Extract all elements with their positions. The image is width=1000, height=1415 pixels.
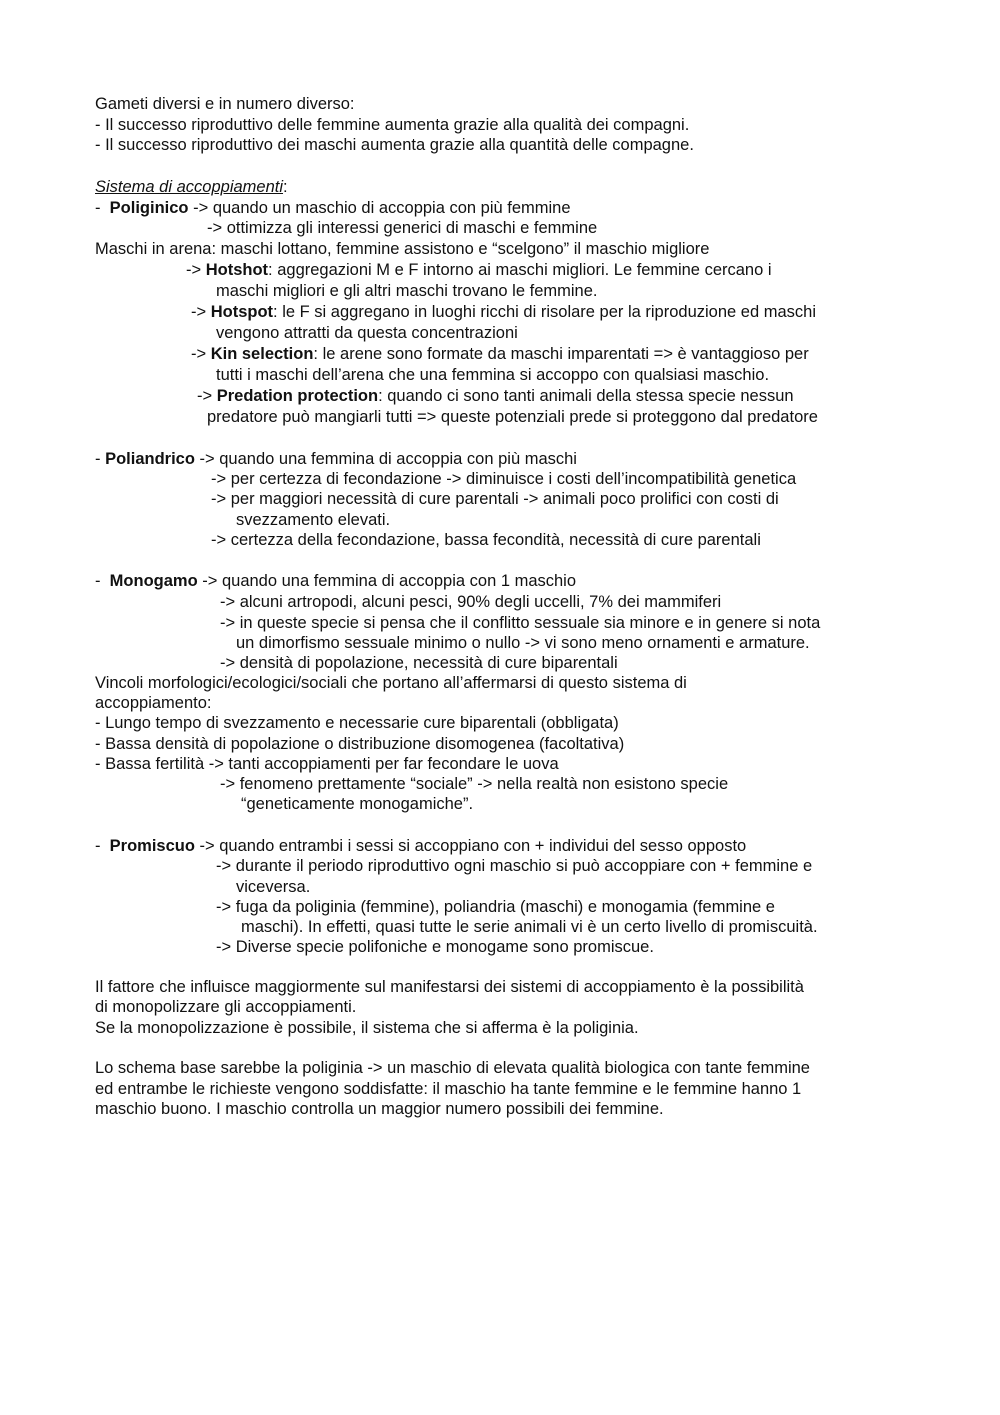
text-line: - Il successo riproduttivo dei maschi aumenta grazie alla quantità delle compagne. bbox=[95, 136, 694, 154]
text-line: -> densità di popolazione, necessità di cure biparentali bbox=[220, 654, 618, 672]
text-line: -> Hotspot: le F si aggregano in luoghi ricchi di risolare per la riproduzione ed maschi bbox=[191, 303, 816, 321]
text-line: -> durante il periodo riproduttivo ogni maschio si può accoppiare con + femmine e bbox=[216, 857, 813, 875]
text-line: tutti i maschi dell’arena che una femmina si accoppo con qualsiasi maschio. bbox=[216, 366, 770, 384]
text-line: - Poliginico -> quando un maschio di accoppia con più femmine bbox=[95, 199, 571, 217]
text-line: - Bassa fertilità -> tanti accoppiamenti per far fecondare le uova bbox=[95, 755, 559, 773]
text-line: -> Hotshot: aggregazioni M e F intorno ai maschi migliori. Le femmine cercano i bbox=[186, 261, 772, 279]
text-line: viceversa. bbox=[236, 878, 311, 896]
text-line: Lo schema base sarebbe la poliginia -> un maschio di elevata qualità biologica con tante femmine bbox=[95, 1059, 810, 1077]
text-line: -> per certezza di fecondazione -> diminuisce i costi dell’incompatibilità genetica bbox=[211, 470, 797, 488]
text-line: un dimorfismo sessuale minimo o nullo -> vi sono meno ornamenti e armature. bbox=[236, 634, 810, 652]
text-line: accoppiamento: bbox=[95, 694, 212, 712]
text-line: “geneticamente monogamiche”. bbox=[241, 795, 474, 813]
text-line: -> alcuni artropodi, alcuni pesci, 90% degli uccelli, 7% dei mammiferi bbox=[220, 593, 722, 611]
text-line: - Lungo tempo di svezzamento e necessarie cure biparentali (obbligata) bbox=[95, 714, 619, 732]
text-line: Il fattore che influisce maggiormente sul manifestarsi dei sistemi di accoppiamento è la possibilità bbox=[95, 978, 804, 996]
text-line: Gameti diversi e in numero diverso: bbox=[95, 95, 355, 113]
text-line: -> fenomeno prettamente “sociale” -> nella realtà non esistono specie bbox=[220, 775, 729, 793]
text-line: Maschi in arena: maschi lottano, femmine assistono e “scelgono” il maschio migliore bbox=[95, 240, 710, 258]
text-line: -> Kin selection: le arene sono formate da maschi imparentati => è vantaggioso per bbox=[191, 345, 809, 363]
text-line: maschi). In effetti, quasi tutte le serie animali vi è un certo livello di promiscuità. bbox=[241, 918, 818, 936]
text-line: -> ottimizza gli interessi generici di maschi e femmine bbox=[207, 219, 598, 237]
text-line: -> Diverse specie polifoniche e monogame sono promiscue. bbox=[216, 938, 654, 956]
text-line: -> in queste specie si pensa che il conflitto sessuale sia minore e in genere si nota bbox=[220, 614, 821, 632]
text-line: - Promiscuo -> quando entrambi i sessi si accoppiano con + individui del sesso opposto bbox=[95, 837, 747, 855]
text-line: - Bassa densità di popolazione o distribuzione disomogenea (facoltativa) bbox=[95, 735, 625, 753]
text-line: - Poliandrico -> quando una femmina di accoppia con più maschi bbox=[95, 450, 577, 468]
text-line: svezzamento elevati. bbox=[236, 511, 391, 529]
text-line: - Monogamo -> quando una femmina di accoppia con 1 maschio bbox=[95, 572, 577, 590]
text-line: - Il successo riproduttivo delle femmine aumenta grazie alla qualità dei compagni. bbox=[95, 116, 690, 134]
text-line: di monopolizzare gli accoppiamenti. bbox=[95, 998, 357, 1016]
text-line: predatore può mangiarli tutti => queste potenziali prede si proteggono dal predatore bbox=[207, 408, 818, 426]
text-line: -> certezza della fecondazione, bassa fecondità, necessità di cure parentali bbox=[211, 531, 761, 549]
text-line: -> fuga da poliginia (femmine), poliandria (maschi) e monogamia (femmine e bbox=[216, 898, 775, 916]
text-line: maschio buono. I maschio controlla un maggior numero possibili dei femmine. bbox=[95, 1100, 664, 1118]
text-line: maschi migliori e gli altri maschi trovano le femmine. bbox=[216, 282, 598, 300]
text-line: vengono attratti da questa concentrazioni bbox=[216, 324, 518, 342]
text-line: ed entrambe le richieste vengono soddisfatte: il maschio ha tante femmine e le femmine hanno 1 bbox=[95, 1080, 802, 1098]
text-line: Se la monopolizzazione è possibile, il sistema che si afferma è la poliginia. bbox=[95, 1019, 639, 1037]
text-line: -> per maggiori necessità di cure parentali -> animali poco prolifici con costi di bbox=[211, 490, 779, 508]
text-line: -> Predation protection: quando ci sono tanti animali della stessa specie nessun bbox=[197, 387, 794, 405]
text-line: Vincoli morfologici/ecologici/sociali che portano all’affermarsi di questo sistema di bbox=[95, 674, 687, 692]
section-heading: Sistema di accoppiamenti: bbox=[95, 178, 288, 196]
